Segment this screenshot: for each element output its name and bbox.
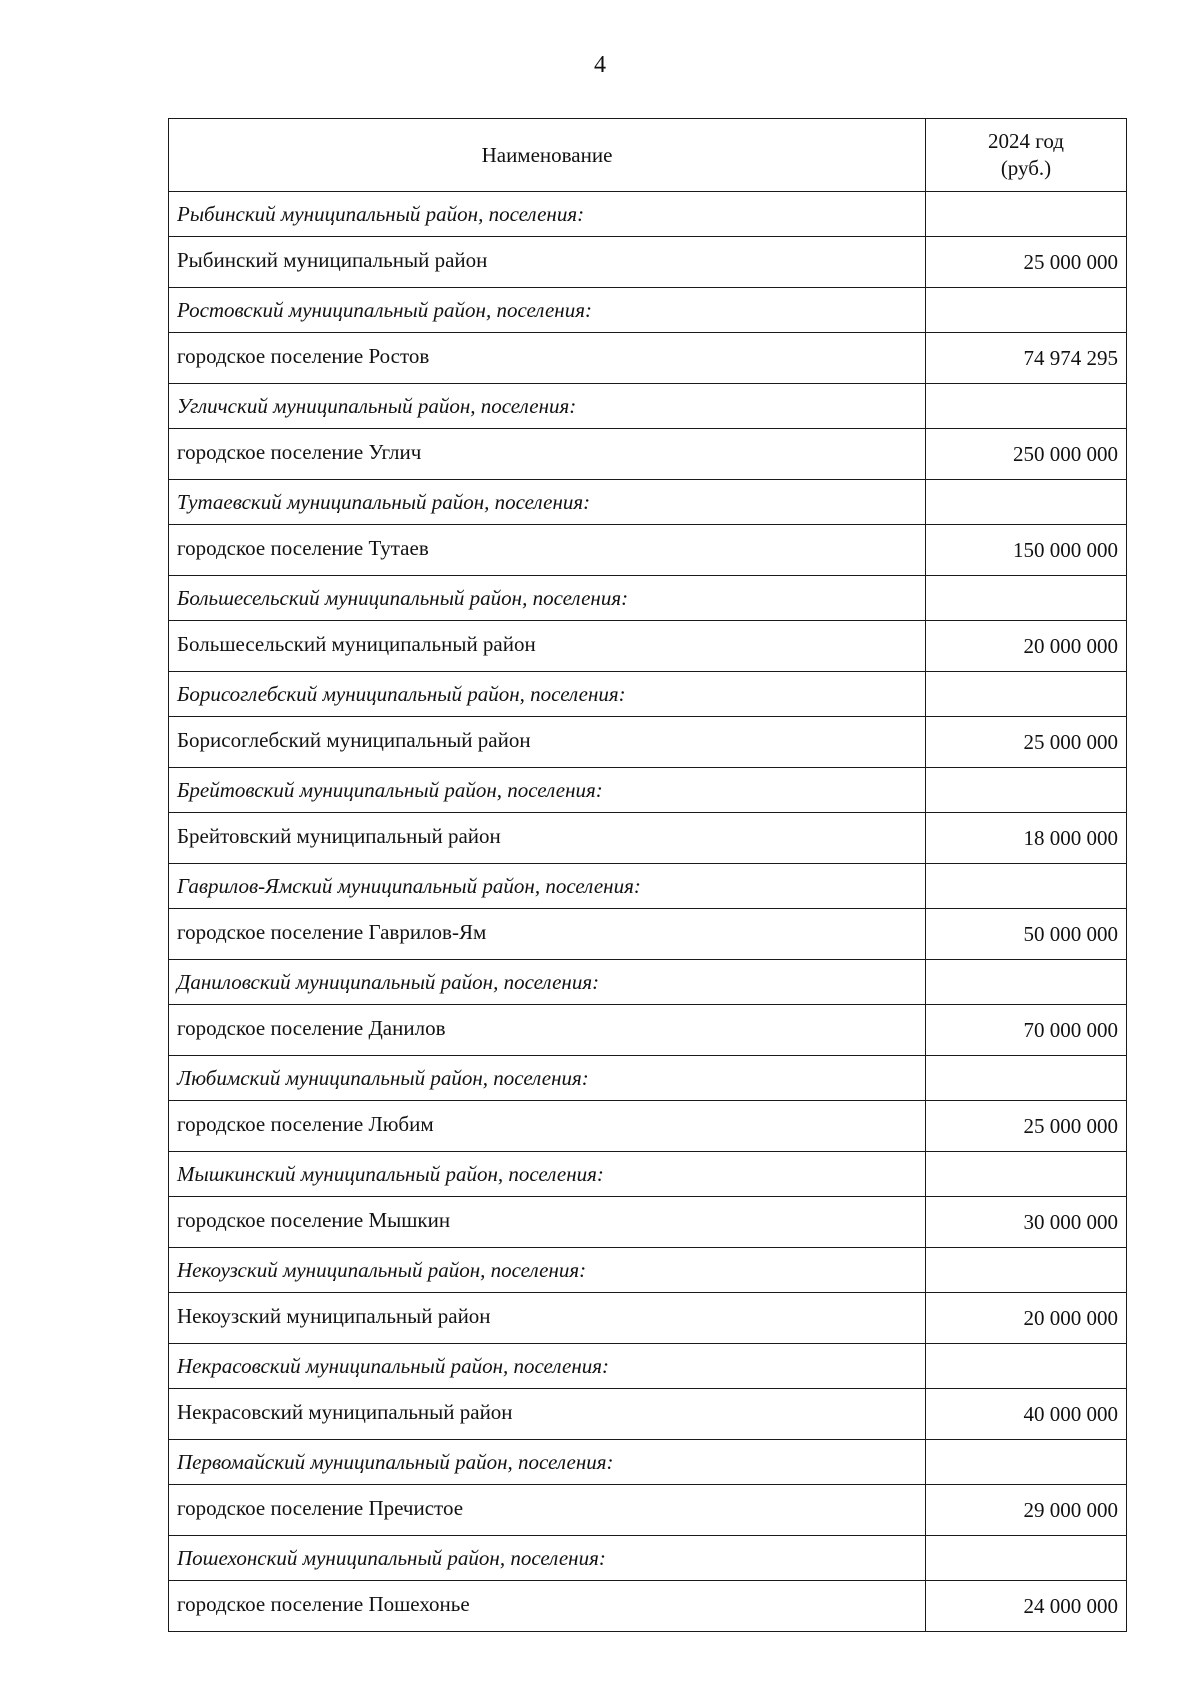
amount-cell [926,1248,1127,1293]
amount-cell [926,576,1127,621]
district-heading: Борисоглебский муниципальный район, поселения: [169,672,926,717]
district-heading: Мышкинский муниципальный район, поселения: [169,1152,926,1197]
entity-name: городское поселение Любим [169,1101,926,1152]
district-heading: Даниловский муниципальный район, поселения: [169,960,926,1005]
table-row-district [169,576,1127,621]
amount-cell: 25 000 000 [926,237,1127,288]
entity-name: Борисоглебский муниципальный район [169,717,926,768]
district-heading: Первомайский муниципальный район, поселения: [169,1440,926,1485]
entity-name: Некоузский муниципальный район [169,1293,926,1344]
table-row [169,1005,1127,1056]
amount-cell [926,288,1127,333]
amount-cell: 70 000 000 [926,1005,1127,1056]
table-row [169,1293,1127,1344]
entity-name: Рыбинский муниципальный район [169,237,926,288]
table-row-district [169,1440,1127,1485]
table-row-district [169,1056,1127,1101]
table-row [169,909,1127,960]
district-heading: Ростовский муниципальный район, поселения: [169,288,926,333]
amount-cell: 20 000 000 [926,621,1127,672]
table-row [169,525,1127,576]
district-heading: Рыбинский муниципальный район, поселения: [169,192,926,237]
amount-cell [926,768,1127,813]
district-heading: Пошехонский муниципальный район, поселения: [169,1536,926,1581]
table-row [169,621,1127,672]
amount-cell: 25 000 000 [926,717,1127,768]
table-row-district [169,1344,1127,1389]
table-row [169,429,1127,480]
amount-cell: 30 000 000 [926,1197,1127,1248]
district-heading: Большесельский муниципальный район, поселения: [169,576,926,621]
amount-cell [926,1152,1127,1197]
entity-name: Некрасовский муниципальный район [169,1389,926,1440]
entity-name: городское поселение Ростов [169,333,926,384]
amount-cell: 25 000 000 [926,1101,1127,1152]
amount-cell [926,192,1127,237]
district-heading: Некрасовский муниципальный район, поселения: [169,1344,926,1389]
table-header-row [169,119,1127,192]
header-year [926,119,1127,192]
entity-name: Большесельский муниципальный район [169,621,926,672]
budget-table [168,118,1127,1632]
entity-name: городское поселение Пречистое [169,1485,926,1536]
table-row-district [169,672,1127,717]
amount-cell [926,672,1127,717]
table-row-district [169,864,1127,909]
table-row [169,1101,1127,1152]
amount-cell [926,480,1127,525]
table-body [169,192,1127,1632]
table-row [169,1581,1127,1632]
amount-cell [926,1440,1127,1485]
table-row-district [169,1536,1127,1581]
table-row [169,237,1127,288]
entity-name: городское поселение Гаврилов-Ям [169,909,926,960]
district-heading: Угличский муниципальный район, поселения: [169,384,926,429]
table-row-district [169,768,1127,813]
entity-name: Брейтовский муниципальный район [169,813,926,864]
amount-cell: 74 974 295 [926,333,1127,384]
amount-cell [926,1344,1127,1389]
header-unit-label: (руб.) [1000,156,1052,180]
entity-name: городское поселение Углич [169,429,926,480]
amount-cell: 40 000 000 [926,1389,1127,1440]
table-row-district [169,1152,1127,1197]
table-row [169,1485,1127,1536]
table-row [169,813,1127,864]
amount-cell: 24 000 000 [926,1581,1127,1632]
table-row-district [169,288,1127,333]
district-heading: Гаврилов-Ямский муниципальный район, поселения: [169,864,926,909]
amount-cell: 18 000 000 [926,813,1127,864]
amount-cell: 50 000 000 [926,909,1127,960]
entity-name: городское поселение Мышкин [169,1197,926,1248]
amount-cell: 20 000 000 [926,1293,1127,1344]
amount-cell: 29 000 000 [926,1485,1127,1536]
header-year-label: 2024 год [988,129,1064,153]
table-row-district [169,480,1127,525]
table-row [169,717,1127,768]
amount-cell [926,864,1127,909]
amount-cell [926,384,1127,429]
table-row-district [169,960,1127,1005]
entity-name: городское поселение Данилов [169,1005,926,1056]
table-row-district [169,384,1127,429]
amount-cell [926,960,1127,1005]
header-name: Наименование [169,119,926,192]
district-heading: Любимский муниципальный район, поселения: [169,1056,926,1101]
district-heading: Некоузский муниципальный район, поселения: [169,1248,926,1293]
amount-cell: 150 000 000 [926,525,1127,576]
amount-cell [926,1536,1127,1581]
page-number: 4 [594,52,606,78]
amount-cell [926,1056,1127,1101]
table-row [169,1197,1127,1248]
table-row [169,1389,1127,1440]
district-heading: Брейтовский муниципальный район, поселения: [169,768,926,813]
table-row [169,333,1127,384]
amount-cell: 250 000 000 [926,429,1127,480]
entity-name: городское поселение Тутаев [169,525,926,576]
entity-name: городское поселение Пошехонье [169,1581,926,1632]
table-row-district [169,1248,1127,1293]
district-heading: Тутаевский муниципальный район, поселения: [169,480,926,525]
table-row-district [169,192,1127,237]
